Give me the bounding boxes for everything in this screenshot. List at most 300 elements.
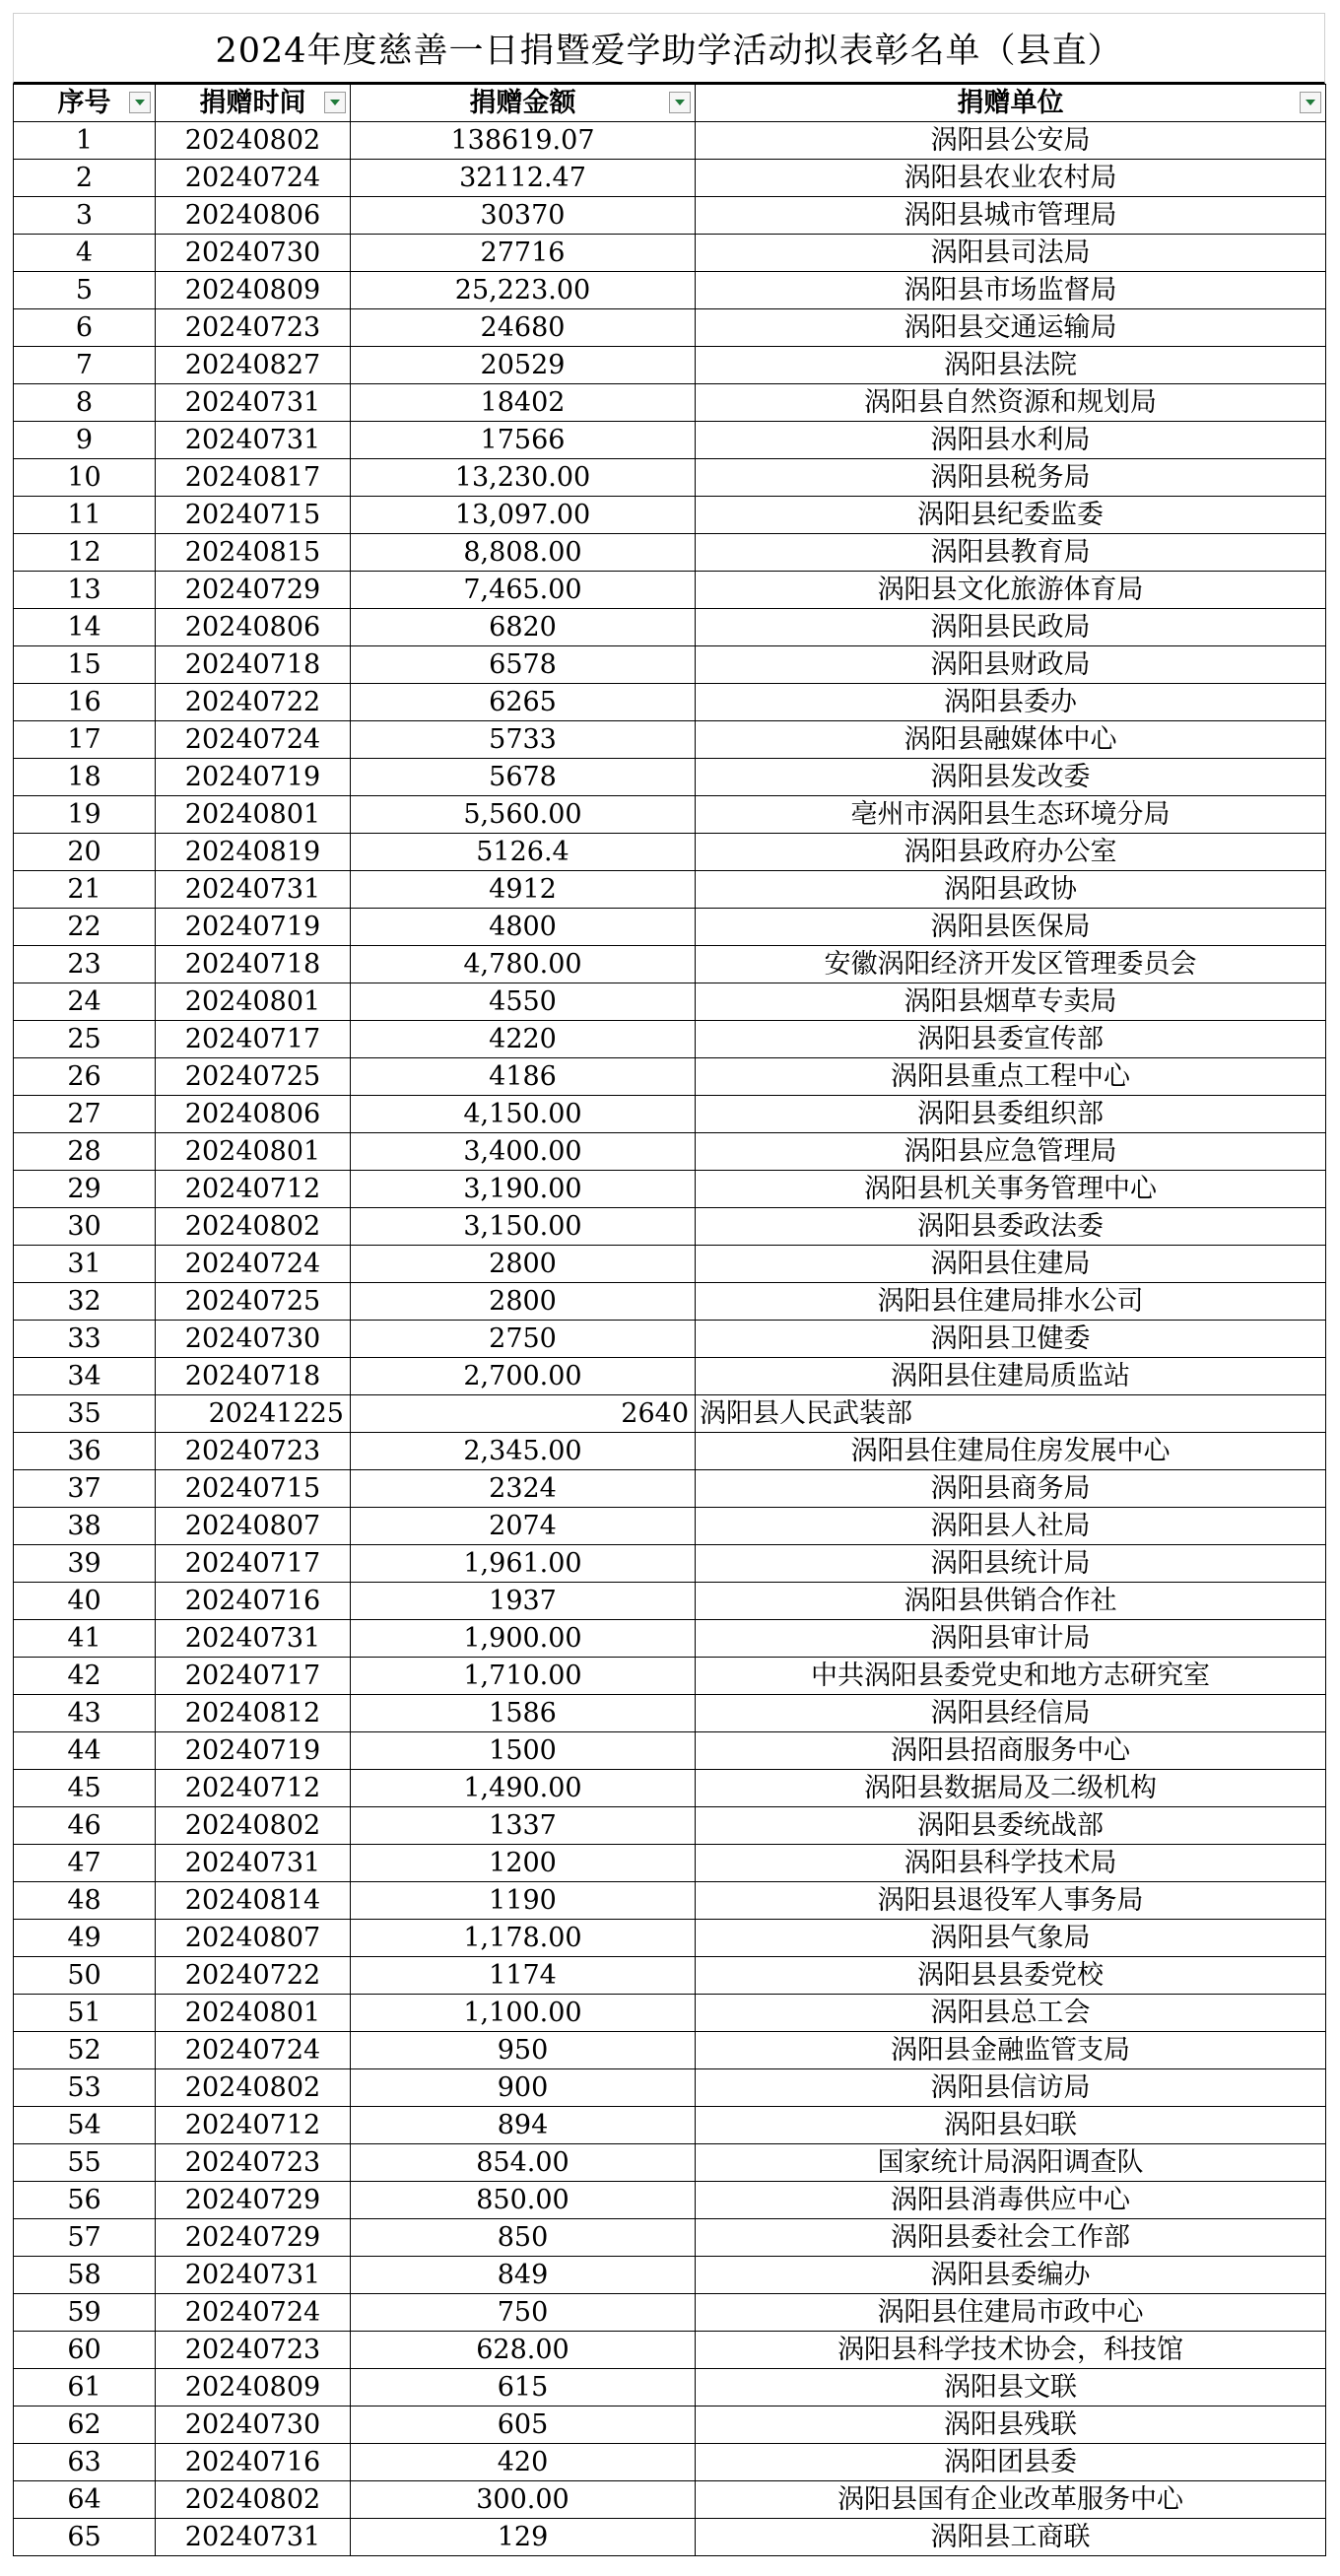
- cell-date[interactable]: 20240712: [156, 2107, 351, 2144]
- cell-date[interactable]: 20240815: [156, 534, 351, 572]
- cell-unit[interactable]: 涡阳县信访局: [696, 2069, 1326, 2107]
- cell-date[interactable]: 20240716: [156, 2444, 351, 2481]
- cell-date[interactable]: 20240731: [156, 422, 351, 459]
- cell-amount[interactable]: 615: [351, 2369, 696, 2407]
- cell-amount[interactable]: 854.00: [351, 2144, 696, 2182]
- cell-date[interactable]: 20240712: [156, 1770, 351, 1807]
- cell-unit[interactable]: 涡阳县卫健委: [696, 1321, 1326, 1358]
- cell-index[interactable]: 2: [14, 160, 156, 197]
- cell-date[interactable]: 20240725: [156, 1283, 351, 1321]
- cell-index[interactable]: 59: [14, 2294, 156, 2332]
- cell-amount[interactable]: 5733: [351, 721, 696, 759]
- cell-date[interactable]: 20240723: [156, 2144, 351, 2182]
- table-row: [14, 459, 1326, 497]
- cell-date[interactable]: 20240724: [156, 1246, 351, 1283]
- cell-date[interactable]: 20240801: [156, 1133, 351, 1171]
- cell-date[interactable]: 20240731: [156, 871, 351, 909]
- cell-index[interactable]: 25: [14, 1021, 156, 1058]
- cell-unit[interactable]: 涡阳县纪委监委: [696, 497, 1326, 534]
- cell-amount[interactable]: 1200: [351, 1845, 696, 1882]
- cell-index[interactable]: 40: [14, 1583, 156, 1620]
- cell-amount[interactable]: 850: [351, 2219, 696, 2257]
- cell-date[interactable]: 20240716: [156, 1583, 351, 1620]
- table-row: [14, 197, 1326, 235]
- cell-amount[interactable]: 4,150.00: [351, 1096, 696, 1133]
- cell-amount[interactable]: 1,710.00: [351, 1658, 696, 1695]
- filter-dropdown-icon[interactable]: [324, 92, 346, 113]
- cell-index[interactable]: 5: [14, 272, 156, 309]
- cell-index[interactable]: 55: [14, 2144, 156, 2182]
- cell-unit[interactable]: 涡阳县住建局质监站: [696, 1358, 1326, 1395]
- cell-unit[interactable]: 涡阳县委社会工作部: [696, 2219, 1326, 2257]
- cell-index[interactable]: 65: [14, 2519, 156, 2556]
- cell-amount[interactable]: 628.00: [351, 2332, 696, 2369]
- cell-unit[interactable]: 涡阳县司法局: [696, 235, 1326, 272]
- cell-index[interactable]: 15: [14, 646, 156, 684]
- cell-unit[interactable]: 涡阳县退役军人事务局: [696, 1882, 1326, 1920]
- cell-date[interactable]: 20240724: [156, 2032, 351, 2069]
- table-row: [14, 272, 1326, 309]
- cell-amount[interactable]: 1337: [351, 1807, 696, 1845]
- cell-amount[interactable]: 4,780.00: [351, 946, 696, 983]
- table-row: [14, 2519, 1326, 2556]
- cell-unit[interactable]: 涡阳县发改委: [696, 759, 1326, 796]
- cell-index[interactable]: 13: [14, 572, 156, 609]
- cell-date[interactable]: 20240730: [156, 1321, 351, 1358]
- cell-date[interactable]: 20240724: [156, 160, 351, 197]
- cell-date[interactable]: 20240730: [156, 235, 351, 272]
- cell-index[interactable]: 24: [14, 983, 156, 1021]
- table-row: [14, 2144, 1326, 2182]
- column-header-amount: [351, 85, 696, 122]
- cell-index[interactable]: 38: [14, 1508, 156, 1545]
- cell-unit[interactable]: 涡阳县县委党校: [696, 1957, 1326, 1995]
- header-row: [14, 85, 1326, 122]
- table-row: [14, 309, 1326, 347]
- cell-amount[interactable]: 2640: [351, 1395, 696, 1433]
- cell-date[interactable]: 20240717: [156, 1658, 351, 1695]
- cell-date[interactable]: 20240802: [156, 1807, 351, 1845]
- cell-amount[interactable]: 2800: [351, 1246, 696, 1283]
- cell-date[interactable]: 20240802: [156, 122, 351, 160]
- cell-amount[interactable]: 2,700.00: [351, 1358, 696, 1395]
- cell-index[interactable]: 36: [14, 1433, 156, 1470]
- cell-amount[interactable]: 32112.47: [351, 160, 696, 197]
- cell-index[interactable]: 10: [14, 459, 156, 497]
- cell-index[interactable]: 31: [14, 1246, 156, 1283]
- cell-index[interactable]: 4: [14, 235, 156, 272]
- cell-index[interactable]: 23: [14, 946, 156, 983]
- cell-amount[interactable]: 4186: [351, 1058, 696, 1096]
- cell-index[interactable]: 27: [14, 1096, 156, 1133]
- cell-unit[interactable]: 涡阳县委政法委: [696, 1208, 1326, 1246]
- cell-index[interactable]: 60: [14, 2332, 156, 2369]
- cell-unit[interactable]: 涡阳县文化旅游体育局: [696, 572, 1326, 609]
- table-row: [14, 909, 1326, 946]
- cell-unit[interactable]: 亳州市涡阳县生态环境分局: [696, 796, 1326, 834]
- cell-index[interactable]: 56: [14, 2182, 156, 2219]
- cell-index[interactable]: 30: [14, 1208, 156, 1246]
- cell-date[interactable]: 20240814: [156, 1882, 351, 1920]
- cell-date[interactable]: 20240801: [156, 1995, 351, 2032]
- cell-date[interactable]: 20240724: [156, 721, 351, 759]
- cell-amount[interactable]: 4800: [351, 909, 696, 946]
- cell-unit[interactable]: 涡阳县人社局: [696, 1508, 1326, 1545]
- cell-date[interactable]: 20240819: [156, 834, 351, 871]
- table-row: [14, 1321, 1326, 1358]
- cell-index[interactable]: 28: [14, 1133, 156, 1171]
- cell-date[interactable]: 20240715: [156, 497, 351, 534]
- cell-index[interactable]: 7: [14, 347, 156, 384]
- cell-date[interactable]: 20240717: [156, 1545, 351, 1583]
- table-row: [14, 1620, 1326, 1658]
- cell-amount[interactable]: 750: [351, 2294, 696, 2332]
- cell-index[interactable]: 63: [14, 2444, 156, 2481]
- cell-unit[interactable]: 涡阳县住建局: [696, 1246, 1326, 1283]
- cell-index[interactable]: 42: [14, 1658, 156, 1695]
- cell-index[interactable]: 50: [14, 1957, 156, 1995]
- cell-unit[interactable]: 涡阳县交通运输局: [696, 309, 1326, 347]
- cell-date[interactable]: 20240807: [156, 1508, 351, 1545]
- cell-index[interactable]: 49: [14, 1920, 156, 1957]
- cell-date[interactable]: 20240712: [156, 1171, 351, 1208]
- cell-date[interactable]: 20240723: [156, 309, 351, 347]
- cell-date[interactable]: 20240731: [156, 2257, 351, 2294]
- cell-unit[interactable]: 涡阳县政协: [696, 871, 1326, 909]
- cell-unit[interactable]: 涡阳县消毒供应中心: [696, 2182, 1326, 2219]
- cell-date[interactable]: 20240718: [156, 946, 351, 983]
- cell-date[interactable]: 20240731: [156, 2519, 351, 2556]
- cell-unit[interactable]: 涡阳县应急管理局: [696, 1133, 1326, 1171]
- filter-dropdown-icon[interactable]: [1300, 92, 1321, 113]
- cell-date[interactable]: 20240723: [156, 1433, 351, 1470]
- cell-date[interactable]: 20240802: [156, 2069, 351, 2107]
- table-row: [14, 1246, 1326, 1283]
- table-row: [14, 2107, 1326, 2144]
- cell-unit[interactable]: 涡阳县公安局: [696, 122, 1326, 160]
- cell-date[interactable]: 20240817: [156, 459, 351, 497]
- table-row: [14, 497, 1326, 534]
- cell-unit[interactable]: 涡阳县农业农村局: [696, 160, 1326, 197]
- cell-index[interactable]: 52: [14, 2032, 156, 2069]
- cell-amount[interactable]: 2750: [351, 1321, 696, 1358]
- cell-date[interactable]: 20240801: [156, 983, 351, 1021]
- cell-date[interactable]: 20240722: [156, 684, 351, 721]
- cell-index[interactable]: 43: [14, 1695, 156, 1732]
- cell-amount[interactable]: 4550: [351, 983, 696, 1021]
- table-row: [14, 422, 1326, 459]
- cell-index[interactable]: 14: [14, 609, 156, 646]
- cell-date[interactable]: 20240722: [156, 1957, 351, 1995]
- cell-index[interactable]: 17: [14, 721, 156, 759]
- cell-amount[interactable]: 17566: [351, 422, 696, 459]
- cell-amount[interactable]: 24680: [351, 309, 696, 347]
- table-row: [14, 122, 1326, 160]
- cell-index[interactable]: 19: [14, 796, 156, 834]
- cell-amount[interactable]: 6265: [351, 684, 696, 721]
- cell-amount[interactable]: 6820: [351, 609, 696, 646]
- cell-date[interactable]: 20240730: [156, 2407, 351, 2444]
- cell-index[interactable]: 33: [14, 1321, 156, 1358]
- cell-unit[interactable]: 涡阳县城市管理局: [696, 197, 1326, 235]
- cell-unit[interactable]: 涡阳县科学技术局: [696, 1845, 1326, 1882]
- cell-index[interactable]: 54: [14, 2107, 156, 2144]
- cell-amount[interactable]: 2800: [351, 1283, 696, 1321]
- table-row: [14, 1358, 1326, 1395]
- cell-date[interactable]: 20240719: [156, 909, 351, 946]
- cell-amount[interactable]: 850.00: [351, 2182, 696, 2219]
- cell-date[interactable]: 20240807: [156, 1920, 351, 1957]
- filter-dropdown-icon[interactable]: [669, 92, 691, 113]
- cell-unit[interactable]: 涡阳县残联: [696, 2407, 1326, 2444]
- cell-unit[interactable]: 涡阳县教育局: [696, 534, 1326, 572]
- spreadsheet: [13, 13, 1325, 2556]
- cell-unit[interactable]: 涡阳县税务局: [696, 459, 1326, 497]
- cell-unit[interactable]: 涡阳县住建局排水公司: [696, 1283, 1326, 1321]
- cell-index[interactable]: 16: [14, 684, 156, 721]
- cell-amount[interactable]: 5678: [351, 759, 696, 796]
- cell-unit[interactable]: 涡阳团县委: [696, 2444, 1326, 2481]
- cell-unit[interactable]: 涡阳县经信局: [696, 1695, 1326, 1732]
- filter-dropdown-icon[interactable]: [129, 92, 151, 113]
- cell-index[interactable]: 1: [14, 122, 156, 160]
- cell-unit[interactable]: 涡阳县民政局: [696, 609, 1326, 646]
- cell-date[interactable]: 20240723: [156, 2332, 351, 2369]
- cell-amount[interactable]: 18402: [351, 384, 696, 422]
- cell-unit[interactable]: 涡阳县委宣传部: [696, 1021, 1326, 1058]
- cell-date[interactable]: 20241225: [156, 1395, 351, 1433]
- cell-unit[interactable]: 涡阳县委统战部: [696, 1807, 1326, 1845]
- cell-index[interactable]: 51: [14, 1995, 156, 2032]
- cell-amount[interactable]: 1500: [351, 1732, 696, 1770]
- cell-date[interactable]: 20240718: [156, 646, 351, 684]
- cell-unit[interactable]: 涡阳县财政局: [696, 646, 1326, 684]
- cell-index[interactable]: 3: [14, 197, 156, 235]
- table-row: [14, 1283, 1326, 1321]
- cell-amount[interactable]: 13,097.00: [351, 497, 696, 534]
- cell-unit[interactable]: 涡阳县委办: [696, 684, 1326, 721]
- cell-unit[interactable]: 涡阳县科学技术协会，科技馆: [696, 2332, 1326, 2369]
- cell-date[interactable]: 20240715: [156, 1470, 351, 1508]
- cell-index[interactable]: 47: [14, 1845, 156, 1882]
- cell-unit[interactable]: 涡阳县审计局: [696, 1620, 1326, 1658]
- cell-amount[interactable]: 27716: [351, 235, 696, 272]
- cell-index[interactable]: 45: [14, 1770, 156, 1807]
- cell-unit[interactable]: 涡阳县人民武装部: [696, 1395, 1326, 1433]
- cell-unit[interactable]: 涡阳县总工会: [696, 1995, 1326, 2032]
- cell-unit[interactable]: 涡阳县国有企业改革服务中心: [696, 2481, 1326, 2519]
- cell-date[interactable]: 20240809: [156, 2369, 351, 2407]
- cell-unit[interactable]: 中共涡阳县委党史和地方志研究室: [696, 1658, 1326, 1695]
- cell-amount[interactable]: 8,808.00: [351, 534, 696, 572]
- cell-unit[interactable]: 涡阳县委组织部: [696, 1096, 1326, 1133]
- cell-date[interactable]: 20240725: [156, 1058, 351, 1096]
- cell-amount[interactable]: 25,223.00: [351, 272, 696, 309]
- cell-date[interactable]: 20240718: [156, 1358, 351, 1395]
- cell-date[interactable]: 20240827: [156, 347, 351, 384]
- cell-date[interactable]: 20240724: [156, 2294, 351, 2332]
- cell-amount[interactable]: 30370: [351, 197, 696, 235]
- cell-unit[interactable]: 涡阳县住建局市政中心: [696, 2294, 1326, 2332]
- cell-unit[interactable]: 涡阳县文联: [696, 2369, 1326, 2407]
- cell-date[interactable]: 20240731: [156, 384, 351, 422]
- cell-amount[interactable]: 3,190.00: [351, 1171, 696, 1208]
- cell-index[interactable]: 21: [14, 871, 156, 909]
- cell-unit[interactable]: 涡阳县机关事务管理中心: [696, 1171, 1326, 1208]
- cell-unit[interactable]: 涡阳县重点工程中心: [696, 1058, 1326, 1096]
- cell-unit[interactable]: 涡阳县供销合作社: [696, 1583, 1326, 1620]
- cell-date[interactable]: 20240806: [156, 197, 351, 235]
- cell-amount[interactable]: 1,100.00: [351, 1995, 696, 2032]
- cell-unit[interactable]: 涡阳县统计局: [696, 1545, 1326, 1583]
- cell-date[interactable]: 20240806: [156, 609, 351, 646]
- table-row: [14, 1058, 1326, 1096]
- table-row: [14, 1770, 1326, 1807]
- cell-index[interactable]: 62: [14, 2407, 156, 2444]
- table-row: [14, 796, 1326, 834]
- table-row: [14, 2481, 1326, 2519]
- table-row: [14, 2369, 1326, 2407]
- cell-amount[interactable]: 1,178.00: [351, 1920, 696, 1957]
- cell-date[interactable]: 20240731: [156, 1620, 351, 1658]
- cell-amount[interactable]: 20529: [351, 347, 696, 384]
- cell-index[interactable]: 39: [14, 1545, 156, 1583]
- cell-amount[interactable]: 900: [351, 2069, 696, 2107]
- cell-index[interactable]: 37: [14, 1470, 156, 1508]
- cell-amount[interactable]: 420: [351, 2444, 696, 2481]
- cell-unit[interactable]: 涡阳县水利局: [696, 422, 1326, 459]
- cell-date[interactable]: 20240729: [156, 572, 351, 609]
- cell-amount[interactable]: 2324: [351, 1470, 696, 1508]
- cell-unit[interactable]: 涡阳县工商联: [696, 2519, 1326, 2556]
- table-row: [14, 1208, 1326, 1246]
- cell-index[interactable]: 29: [14, 1171, 156, 1208]
- cell-index[interactable]: 12: [14, 534, 156, 572]
- cell-date[interactable]: 20240812: [156, 1695, 351, 1732]
- cell-index[interactable]: 48: [14, 1882, 156, 1920]
- cell-amount[interactable]: 1,900.00: [351, 1620, 696, 1658]
- table-row: [14, 646, 1326, 684]
- cell-unit[interactable]: 涡阳县市场监督局: [696, 272, 1326, 309]
- cell-unit[interactable]: 涡阳县招商服务中心: [696, 1732, 1326, 1770]
- cell-date[interactable]: 20240802: [156, 2481, 351, 2519]
- cell-unit[interactable]: 涡阳县数据局及二级机构: [696, 1770, 1326, 1807]
- cell-index[interactable]: 11: [14, 497, 156, 534]
- cell-index[interactable]: 32: [14, 1283, 156, 1321]
- table-row: [14, 1732, 1326, 1770]
- cell-unit[interactable]: 涡阳县融媒体中心: [696, 721, 1326, 759]
- cell-unit[interactable]: 涡阳县医保局: [696, 909, 1326, 946]
- cell-index[interactable]: 35: [14, 1395, 156, 1433]
- cell-date[interactable]: 20240729: [156, 2219, 351, 2257]
- cell-amount[interactable]: 138619.07: [351, 122, 696, 160]
- cell-amount[interactable]: 7,465.00: [351, 572, 696, 609]
- cell-amount[interactable]: 950: [351, 2032, 696, 2069]
- cell-amount[interactable]: 4912: [351, 871, 696, 909]
- cell-unit[interactable]: 涡阳县金融监管支局: [696, 2032, 1326, 2069]
- cell-index[interactable]: 22: [14, 909, 156, 946]
- cell-index[interactable]: 34: [14, 1358, 156, 1395]
- cell-index[interactable]: 8: [14, 384, 156, 422]
- cell-date[interactable]: 20240717: [156, 1021, 351, 1058]
- cell-unit[interactable]: 涡阳县妇联: [696, 2107, 1326, 2144]
- cell-index[interactable]: 57: [14, 2219, 156, 2257]
- cell-amount[interactable]: 849: [351, 2257, 696, 2294]
- cell-amount[interactable]: 6578: [351, 646, 696, 684]
- cell-index[interactable]: 20: [14, 834, 156, 871]
- cell-date[interactable]: 20240719: [156, 759, 351, 796]
- table-row: [14, 1957, 1326, 1995]
- cell-date[interactable]: 20240806: [156, 1096, 351, 1133]
- cell-date[interactable]: 20240731: [156, 1845, 351, 1882]
- cell-amount[interactable]: 1,961.00: [351, 1545, 696, 1583]
- cell-index[interactable]: 53: [14, 2069, 156, 2107]
- cell-date[interactable]: 20240802: [156, 1208, 351, 1246]
- cell-amount[interactable]: 13,230.00: [351, 459, 696, 497]
- cell-amount[interactable]: 5,560.00: [351, 796, 696, 834]
- cell-date[interactable]: 20240729: [156, 2182, 351, 2219]
- cell-amount[interactable]: 1937: [351, 1583, 696, 1620]
- cell-index[interactable]: 44: [14, 1732, 156, 1770]
- cell-amount[interactable]: 129: [351, 2519, 696, 2556]
- cell-unit[interactable]: 涡阳县法院: [696, 347, 1326, 384]
- cell-amount[interactable]: 3,150.00: [351, 1208, 696, 1246]
- cell-unit[interactable]: 安徽涡阳经济开发区管理委员会: [696, 946, 1326, 983]
- cell-date[interactable]: 20240809: [156, 272, 351, 309]
- cell-amount[interactable]: 4220: [351, 1021, 696, 1058]
- cell-unit[interactable]: 涡阳县委编办: [696, 2257, 1326, 2294]
- table-row: [14, 1096, 1326, 1133]
- cell-amount[interactable]: 300.00: [351, 2481, 696, 2519]
- cell-index[interactable]: 6: [14, 309, 156, 347]
- cell-unit[interactable]: 涡阳县商务局: [696, 1470, 1326, 1508]
- cell-unit[interactable]: 涡阳县自然资源和规划局: [696, 384, 1326, 422]
- cell-index[interactable]: 41: [14, 1620, 156, 1658]
- table-row: [14, 1508, 1326, 1545]
- cell-amount[interactable]: 605: [351, 2407, 696, 2444]
- cell-unit[interactable]: 涡阳县气象局: [696, 1920, 1326, 1957]
- cell-unit[interactable]: 涡阳县烟草专卖局: [696, 983, 1326, 1021]
- cell-unit[interactable]: 涡阳县政府办公室: [696, 834, 1326, 871]
- cell-amount[interactable]: 3,400.00: [351, 1133, 696, 1171]
- table-row: [14, 946, 1326, 983]
- cell-amount[interactable]: 2,345.00: [351, 1433, 696, 1470]
- cell-date[interactable]: 20240719: [156, 1732, 351, 1770]
- cell-amount[interactable]: 1586: [351, 1695, 696, 1732]
- cell-amount[interactable]: 1190: [351, 1882, 696, 1920]
- cell-index[interactable]: 64: [14, 2481, 156, 2519]
- cell-index[interactable]: 18: [14, 759, 156, 796]
- cell-index[interactable]: 26: [14, 1058, 156, 1096]
- cell-index[interactable]: 9: [14, 422, 156, 459]
- cell-amount[interactable]: 894: [351, 2107, 696, 2144]
- cell-amount[interactable]: 1174: [351, 1957, 696, 1995]
- cell-unit[interactable]: 国家统计局涡阳调查队: [696, 2144, 1326, 2182]
- cell-index[interactable]: 46: [14, 1807, 156, 1845]
- cell-amount[interactable]: 1,490.00: [351, 1770, 696, 1807]
- cell-index[interactable]: 58: [14, 2257, 156, 2294]
- table-row: [14, 1695, 1326, 1732]
- table-row: [14, 2332, 1326, 2369]
- cell-amount[interactable]: 5126.4: [351, 834, 696, 871]
- cell-unit[interactable]: 涡阳县住建局住房发展中心: [696, 1433, 1326, 1470]
- table-row: [14, 347, 1326, 384]
- cell-index[interactable]: 61: [14, 2369, 156, 2407]
- cell-date[interactable]: 20240801: [156, 796, 351, 834]
- table-row: [14, 2444, 1326, 2481]
- header-label: 序号: [57, 88, 111, 118]
- cell-amount[interactable]: 2074: [351, 1508, 696, 1545]
